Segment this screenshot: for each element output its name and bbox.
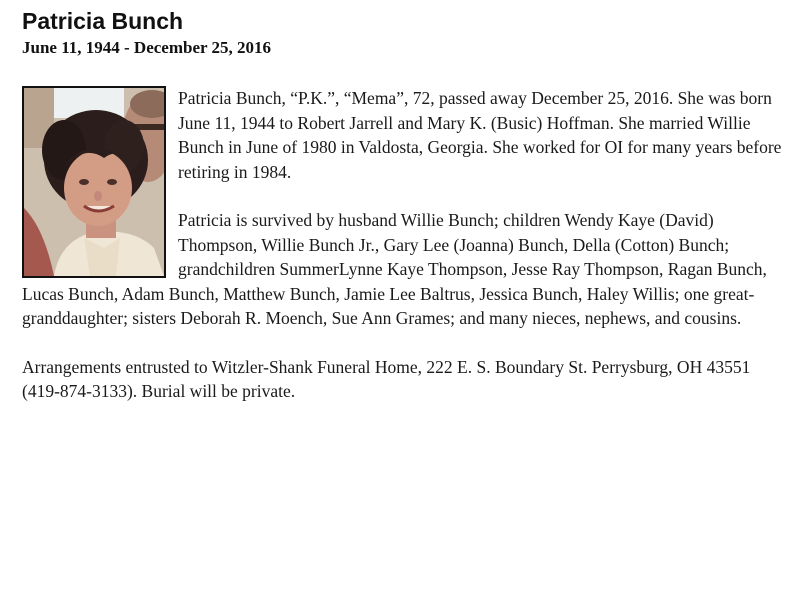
life-dates: June 11, 1944 - December 25, 2016 (22, 38, 271, 57)
obituary-paragraph: Arrangements entrusted to Witzler-Shank Funeral Home, 222 E. S. Boundary St. Perrysburg, OH 43551 (419-874-3133). Burial will be private. (22, 356, 751, 401)
obituary-paragraph: Patricia Bunch, “P.K.”, “Mema”, 72, passed away December 25, 2016. She was born June 11, 1944 to Robert Jarrell and Mary K. (Busic) Hoffman. She married Willie Bunch in June of 1980 in Valdosta, Georgia. She worked for OI for many years before retiring in 1984. (178, 88, 782, 182)
portrait-photo-icon (24, 88, 164, 276)
portrait-photo (22, 86, 166, 278)
obituary-body (22, 86, 790, 428)
obituary-paragraph: Patricia is survived by husband Willie Bunch; children Wendy Kaye (David) Thompson, Willie Bunch Jr., Gary Lee (Joanna) Bunch, Della (Cotton) Bunch; grandchildren SummerLynne Kaye Thompson, Jesse Ray Thompson, Ragan Bunch, Lucas Bunch, Adam Bunch, Matthew Bunch, Jamie Lee Baltrus, Jessica Bunch, Haley Willis; one great-granddaughter; sisters Deborah R. Moench, Sue Ann Grames; and many nieces, nephews, and cousins. (22, 210, 767, 328)
deceased-name: Patricia Bunch (22, 8, 184, 34)
